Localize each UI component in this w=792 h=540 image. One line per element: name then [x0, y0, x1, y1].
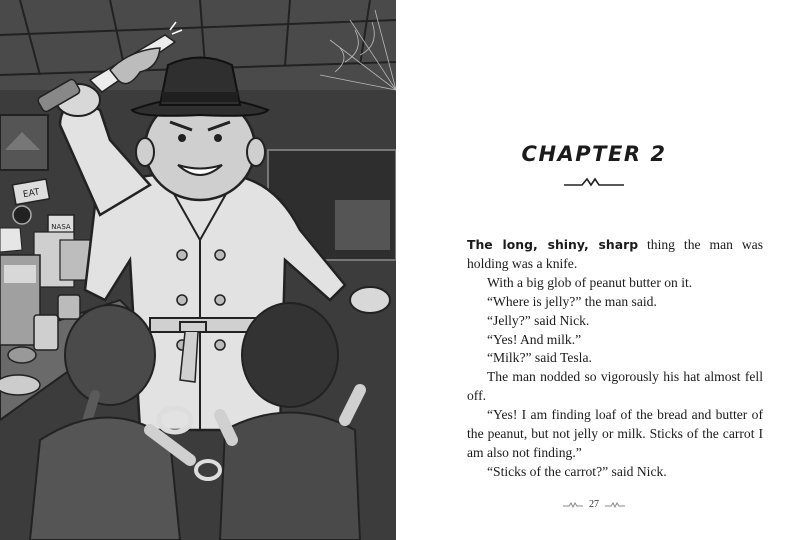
paragraph: “Sticks of the carrot?” said Nick.: [487, 463, 667, 479]
footer-squiggle-icon: [562, 502, 584, 508]
squiggle-divider-icon: [562, 176, 626, 188]
footer-squiggle-icon: [604, 502, 626, 508]
chapter-body: [467, 236, 763, 482]
paragraph: “Where is jelly?” the man said.: [487, 293, 657, 309]
eat-sign: EAT: [22, 187, 41, 201]
paragraph: “Milk?” said Tesla.: [487, 350, 592, 366]
paragraph-lead: The long, shiny, sharp: [467, 237, 639, 252]
paragraph: The man nodded so vigorously his hat almost fell off.: [467, 369, 763, 404]
paragraph-text: thing the man was holding was a knife.: [467, 237, 763, 271]
paragraph: [467, 236, 763, 274]
page-number: 27: [589, 499, 599, 510]
paragraph: “Yes! And milk.”: [487, 331, 582, 347]
text-page: [396, 0, 792, 540]
cat-badge-icon: [13, 206, 31, 224]
paragraph: With a big glob of peanut butter on it.: [487, 274, 693, 290]
paragraph: “Yes! I am finding loaf of the bread and butter of the peanut, but not jelly or milk. Sticks of the carrot I am also not finding.”: [467, 407, 763, 460]
page-footer: [396, 499, 792, 510]
paragraph: “Jelly?” said Nick.: [487, 312, 590, 328]
chapter-heading: CHAPTER 2: [521, 142, 667, 166]
nasa-sign: NASA: [51, 223, 71, 231]
